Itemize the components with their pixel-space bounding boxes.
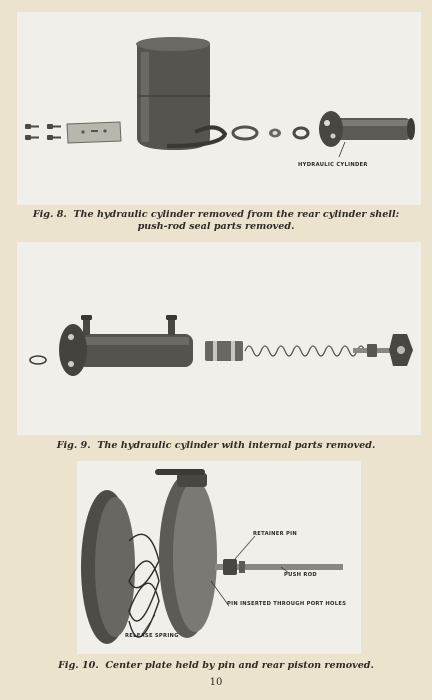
- figure-9-number: Fig. 9.: [56, 440, 91, 451]
- push-rod-image: [215, 559, 343, 575]
- gasket-plate-image: [67, 122, 121, 143]
- figure-9-caption-text: The hydraulic cylinder with internal parts removed.: [97, 440, 376, 451]
- hydraulic-cylinder-image: [319, 111, 415, 157]
- retainer-pin-label: RETAINER PIN: [253, 531, 297, 537]
- figure-8-caption-line-2: push-rod seal parts removed.: [137, 221, 295, 232]
- push-rod-image: [353, 334, 413, 366]
- screws-image: [25, 124, 61, 140]
- rear-cylinder-shell-image: [136, 37, 225, 150]
- hydraulic-cylinder-label: HYDRAULIC CYLINDER: [298, 162, 368, 168]
- figure-10-photo: [77, 461, 361, 654]
- figure-8-number: Fig. 8.: [32, 209, 67, 220]
- seal-washers-image: [233, 127, 308, 139]
- release-spring-label: RELEASE SPRING: [125, 633, 179, 639]
- figure-8-caption-text: The hydraulic cylinder removed from the rear cylinder shell:: [73, 209, 400, 220]
- hydraulic-cylinder-body-image: [59, 315, 193, 376]
- page-number: 10: [209, 677, 223, 688]
- figure-10-number: Fig. 10.: [58, 660, 99, 671]
- figure-8-photo: [17, 12, 421, 205]
- piston-image: [205, 341, 243, 361]
- figure-9-caption: [0, 440, 432, 452]
- figure-8-caption-line-1: [0, 209, 432, 221]
- center-plate-image: [155, 469, 217, 638]
- front-plate-image: [81, 490, 135, 644]
- push-rod-label: PUSH ROD: [284, 572, 318, 578]
- figure-10-caption: [0, 660, 432, 672]
- pin-inserted-label: PIN INSERTED THROUGH PORT HOLES: [227, 601, 347, 607]
- o-ring-image: [30, 356, 46, 364]
- return-spring-image: [245, 346, 365, 356]
- figure-10-caption-text: Center plate held by pin and rear piston removed.: [105, 660, 374, 671]
- figure-9-photo: [17, 242, 421, 435]
